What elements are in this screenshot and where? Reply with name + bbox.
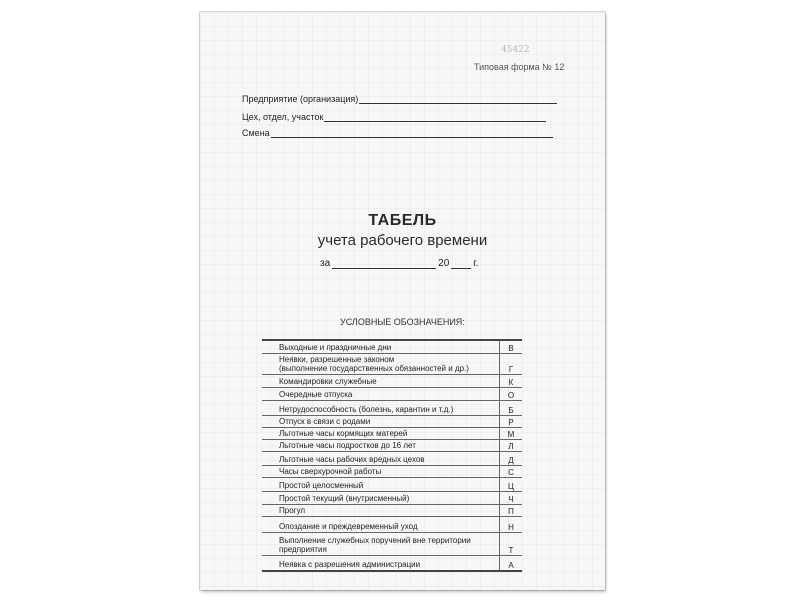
period-line <box>320 258 479 269</box>
legend-code: Н <box>499 517 522 532</box>
legend-description: Льготные часы подростков до 16 лет <box>279 441 416 450</box>
legend-code: Б <box>499 401 522 415</box>
field-organization <box>242 94 557 104</box>
legend-description: Выполнение служебных поручений вне территории предприятия <box>279 536 471 554</box>
legend-row <box>262 440 522 452</box>
legend-row <box>262 492 522 505</box>
legend-description: Льготные часы рабочих вредных цехов <box>279 455 425 464</box>
legend-description: Неявки, разрешенные законом (выполнение государственных обязанностей и др.) <box>279 355 469 373</box>
legend-code: Л <box>499 440 522 451</box>
legend-row <box>262 505 522 517</box>
legend-description: Неявка с разрешения администрации <box>279 560 421 569</box>
legend-row <box>262 556 522 570</box>
legend-row <box>262 452 522 466</box>
field-label: Смена <box>242 128 270 138</box>
legend-description: Очередные отпуска <box>279 390 353 399</box>
timesheet-form-page <box>200 12 605 590</box>
fill-line <box>359 94 557 104</box>
legend-row <box>262 416 522 428</box>
legend-description: Прогул <box>279 506 306 515</box>
legend-row <box>262 354 522 375</box>
legend-row <box>262 517 522 533</box>
field-label: Цех, отдел, участок <box>242 112 324 122</box>
period-year-prefix: 20 <box>438 258 450 269</box>
legend-row <box>262 428 522 440</box>
legend-code: О <box>499 388 522 400</box>
form-number: Типовая форма № 12 <box>474 62 565 72</box>
fill-line <box>271 128 553 138</box>
year-blank <box>451 258 471 269</box>
legend-description: Простой текущий (внутрисменный) <box>279 494 410 503</box>
legend-code: Ч <box>499 492 522 504</box>
fill-line <box>324 112 546 122</box>
legend-description: Опоздание и преждевременный уход <box>279 522 418 531</box>
pencil-scribble: 45422 <box>501 45 530 55</box>
period-suffix: г. <box>473 258 479 269</box>
legend-description: Простой целосменный <box>279 481 364 490</box>
document-title: ТАБЕЛЬ <box>368 212 437 229</box>
legend-code: В <box>499 341 522 353</box>
legend-code: Г <box>499 354 522 374</box>
legend-description: Часы сверхурочной работы <box>279 467 382 476</box>
legend-description: Отпуск в связи с родами <box>279 417 371 426</box>
legend-code: А <box>499 556 522 570</box>
field-department <box>242 112 546 122</box>
legend-row <box>262 478 522 492</box>
legend-row <box>262 401 522 416</box>
legend-code: Т <box>499 533 522 555</box>
legend-code: П <box>499 505 522 516</box>
legend-code: Д <box>499 452 522 465</box>
period-blank <box>332 258 436 269</box>
legend-description: Нетрудоспособность (болезнь, карантин и т.д.) <box>279 405 454 414</box>
legend-row <box>262 341 522 354</box>
legend-heading: УСЛОВНЫЕ ОБОЗНАЧЕНИЯ: <box>340 317 465 327</box>
legend-code: Ц <box>499 478 522 491</box>
legend-row <box>262 375 522 388</box>
legend-row <box>262 533 522 556</box>
legend-code: С <box>499 466 522 477</box>
legend-description: Льготные часы кормящих матерей <box>279 429 408 438</box>
period-prefix: за <box>320 258 331 269</box>
field-label: Предприятие (организация) <box>242 94 359 104</box>
legend-row <box>262 388 522 401</box>
legend-description: Командировки служебные <box>279 377 377 386</box>
legend-code: М <box>499 428 522 439</box>
legend-code: К <box>499 375 522 387</box>
document-subtitle: учета рабочего времени <box>317 232 488 249</box>
legend-description: Выходные и праздничные дни <box>279 343 392 352</box>
field-shift <box>242 128 553 138</box>
legend-row <box>262 466 522 478</box>
legend-table <box>262 339 522 572</box>
legend-code: Р <box>499 416 522 427</box>
